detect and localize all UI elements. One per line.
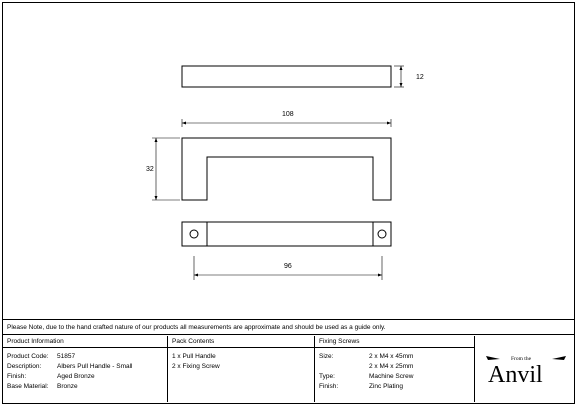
screw-finish-value: Zinc Plating xyxy=(369,383,403,390)
product-code-label: Product Code: xyxy=(7,353,49,360)
finish-value: Aged Bronze xyxy=(57,373,95,380)
description-value: Albers Pull Handle - Small xyxy=(57,363,133,370)
size-value-2: 2 x M4 x 25mm xyxy=(369,363,414,370)
length-label: 108 xyxy=(282,111,294,118)
arrow-thickness-top xyxy=(400,66,403,70)
anvil-logo xyxy=(484,348,568,388)
underside-view-bar xyxy=(182,222,391,246)
anvil-horn-left xyxy=(486,356,500,360)
type-value: Machine Screw xyxy=(369,373,414,380)
measurement-note: Please Note, due to the hand crafted nature of our products all measurements are approximate and should be used as a guide only. xyxy=(3,319,574,335)
type-label: Type: xyxy=(319,373,335,380)
fixing-hole-right xyxy=(378,230,386,238)
size-value: 2 x M4 x 45mm xyxy=(369,353,414,360)
product-info-heading: Product Information xyxy=(3,336,167,348)
logo-brand-text: Anvil xyxy=(488,362,543,388)
arrow-centres-left xyxy=(194,274,198,277)
screw-finish-label: Finish: xyxy=(319,383,339,390)
product-info-section xyxy=(3,336,167,402)
arrow-length-left xyxy=(182,122,186,125)
arrow-thickness-bottom xyxy=(400,83,403,87)
size-label: Size: xyxy=(319,353,334,360)
fixing-screws-section xyxy=(315,336,474,402)
fixing-hole-left xyxy=(190,230,198,238)
pack-item: 2 x Fixing Screw xyxy=(172,363,220,370)
base-material-value: Bronze xyxy=(57,383,78,390)
thickness-label: 12 xyxy=(416,74,424,81)
pack-item: 1 x Pull Handle xyxy=(172,353,216,360)
front-view-handle xyxy=(182,138,391,200)
anvil-horn-right xyxy=(552,356,566,360)
product-code-value: 51857 xyxy=(57,353,76,360)
height-label: 32 xyxy=(146,166,154,173)
arrow-centres-right xyxy=(378,274,382,277)
logo-small-text: From the xyxy=(511,356,532,362)
centres-label: 96 xyxy=(284,263,292,270)
arrow-length-right xyxy=(387,122,391,125)
top-view-bar xyxy=(182,66,391,87)
base-material-label: Base Material: xyxy=(7,383,49,390)
pack-contents-heading: Pack Contents xyxy=(168,336,314,348)
divider-3 xyxy=(474,336,475,402)
arrow-height-top xyxy=(155,138,158,142)
fixing-screws-heading: Fixing Screws xyxy=(315,336,474,348)
arrow-height-bottom xyxy=(155,196,158,200)
pack-contents-section xyxy=(168,336,314,402)
finish-label: Finish: xyxy=(7,373,27,380)
description-label: Description: xyxy=(7,363,42,370)
